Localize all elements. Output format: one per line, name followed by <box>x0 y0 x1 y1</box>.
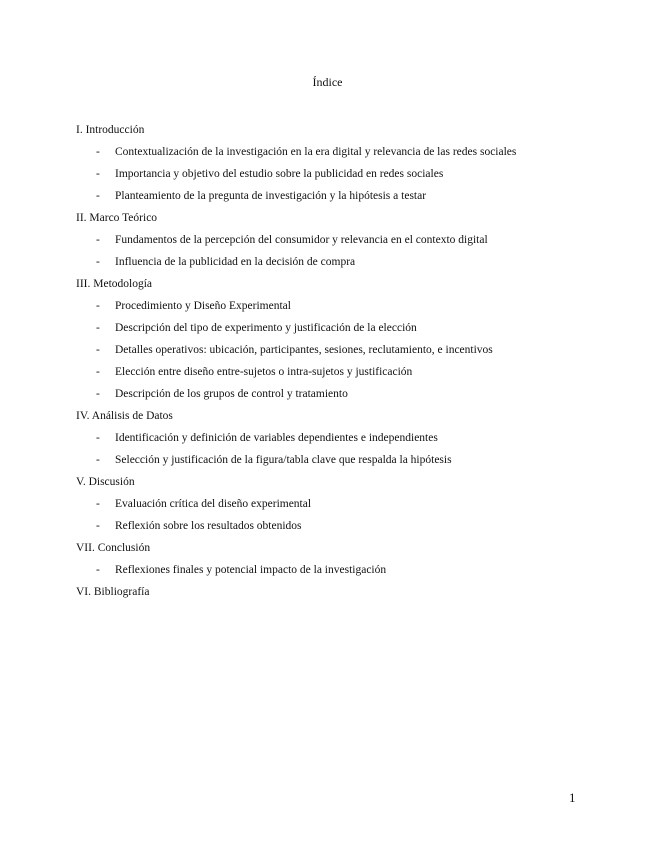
page-title: Índice <box>312 75 343 89</box>
toc-subitem-text: Descripción del tipo de experimento y justificación de la elección <box>115 322 417 334</box>
toc-section <box>76 471 596 537</box>
toc-subitem <box>76 317 596 339</box>
toc-subitem-list <box>76 493 596 537</box>
toc-subitem-text: Importancia y objetivo del estudio sobre la publicidad en redes sociales <box>115 168 444 180</box>
toc-subitem <box>76 163 596 185</box>
toc-subitem <box>76 339 596 361</box>
page-number: 1 <box>569 790 576 805</box>
toc-subitem-text: Planteamiento de la pregunta de investigación y la hipótesis a testar <box>115 190 427 202</box>
toc-subitem <box>76 361 596 383</box>
toc-section <box>76 207 596 273</box>
toc-section <box>76 537 596 581</box>
toc-section <box>76 119 596 207</box>
dash-bullet-icon: - <box>96 168 100 180</box>
dash-bullet-icon: - <box>96 366 100 378</box>
dash-bullet-icon: - <box>96 300 100 312</box>
toc-subitem-text: Elección entre diseño entre-sujetos o intra-sujetos y justificación <box>115 366 413 378</box>
toc-subitem <box>76 449 596 471</box>
toc-subitem-text: Influencia de la publicidad en la decisión de compra <box>115 256 356 268</box>
dash-bullet-icon: - <box>96 322 100 334</box>
toc-section-heading: II. Marco Teórico <box>76 212 158 224</box>
toc-subitem <box>76 515 596 537</box>
toc-subitem-text: Contextualización de la investigación en la era digital y relevancia de las redes sociales <box>115 146 517 158</box>
toc-subitem <box>76 229 596 251</box>
toc-section <box>76 405 596 471</box>
toc-subitem-text: Reflexiones finales y potencial impacto de la investigación <box>115 564 387 576</box>
dash-bullet-icon: - <box>96 432 100 444</box>
dash-bullet-icon: - <box>96 344 100 356</box>
dash-bullet-icon: - <box>96 146 100 158</box>
toc-subitem-text: Identificación y definición de variables dependientes e independientes <box>115 432 438 444</box>
toc-subitem <box>76 185 596 207</box>
toc-section-heading: VII. Conclusión <box>76 542 151 554</box>
toc-subitem-list <box>76 427 596 471</box>
dash-bullet-icon: - <box>96 454 100 466</box>
dash-bullet-icon: - <box>96 234 100 246</box>
toc-section <box>76 273 596 405</box>
toc-subitem-text: Selección y justificación de la figura/tabla clave que respalda la hipótesis <box>115 454 452 466</box>
toc-section-heading: III. Metodología <box>76 278 153 290</box>
toc-subitem-list <box>76 295 596 405</box>
toc-subitem-list <box>76 559 596 581</box>
toc-subitem <box>76 427 596 449</box>
toc-section-heading: I. Introducción <box>76 124 145 136</box>
toc-subitem-text: Procedimiento y Diseño Experimental <box>115 300 291 312</box>
toc-subitem-text: Evaluación crítica del diseño experimental <box>115 498 312 510</box>
table-of-contents <box>76 119 596 603</box>
dash-bullet-icon: - <box>96 190 100 202</box>
dash-bullet-icon: - <box>96 388 100 400</box>
toc-section-heading: IV. Análisis de Datos <box>76 410 173 422</box>
toc-subitem-text: Fundamentos de la percepción del consumidor y relevancia en el contexto digital <box>115 234 488 246</box>
toc-subitem <box>76 493 596 515</box>
toc-section-heading: VI. Bibliografía <box>76 586 150 598</box>
dash-bullet-icon: - <box>96 256 100 268</box>
toc-section-heading: V. Discusión <box>76 476 135 488</box>
dash-bullet-icon: - <box>96 564 100 576</box>
toc-subitem-text: Detalles operativos: ubicación, participantes, sesiones, reclutamiento, e incentivos <box>115 344 493 356</box>
toc-subitem <box>76 295 596 317</box>
toc-subitem-text: Descripción de los grupos de control y tratamiento <box>115 388 348 400</box>
dash-bullet-icon: - <box>96 498 100 510</box>
toc-subitem-text: Reflexión sobre los resultados obtenidos <box>115 520 302 532</box>
toc-subitem-list <box>76 229 596 273</box>
toc-subitem <box>76 559 596 581</box>
toc-subitem <box>76 141 596 163</box>
toc-subitem <box>76 251 596 273</box>
toc-section <box>76 581 596 603</box>
toc-subitem <box>76 383 596 405</box>
dash-bullet-icon: - <box>96 520 100 532</box>
toc-subitem-list <box>76 141 596 207</box>
